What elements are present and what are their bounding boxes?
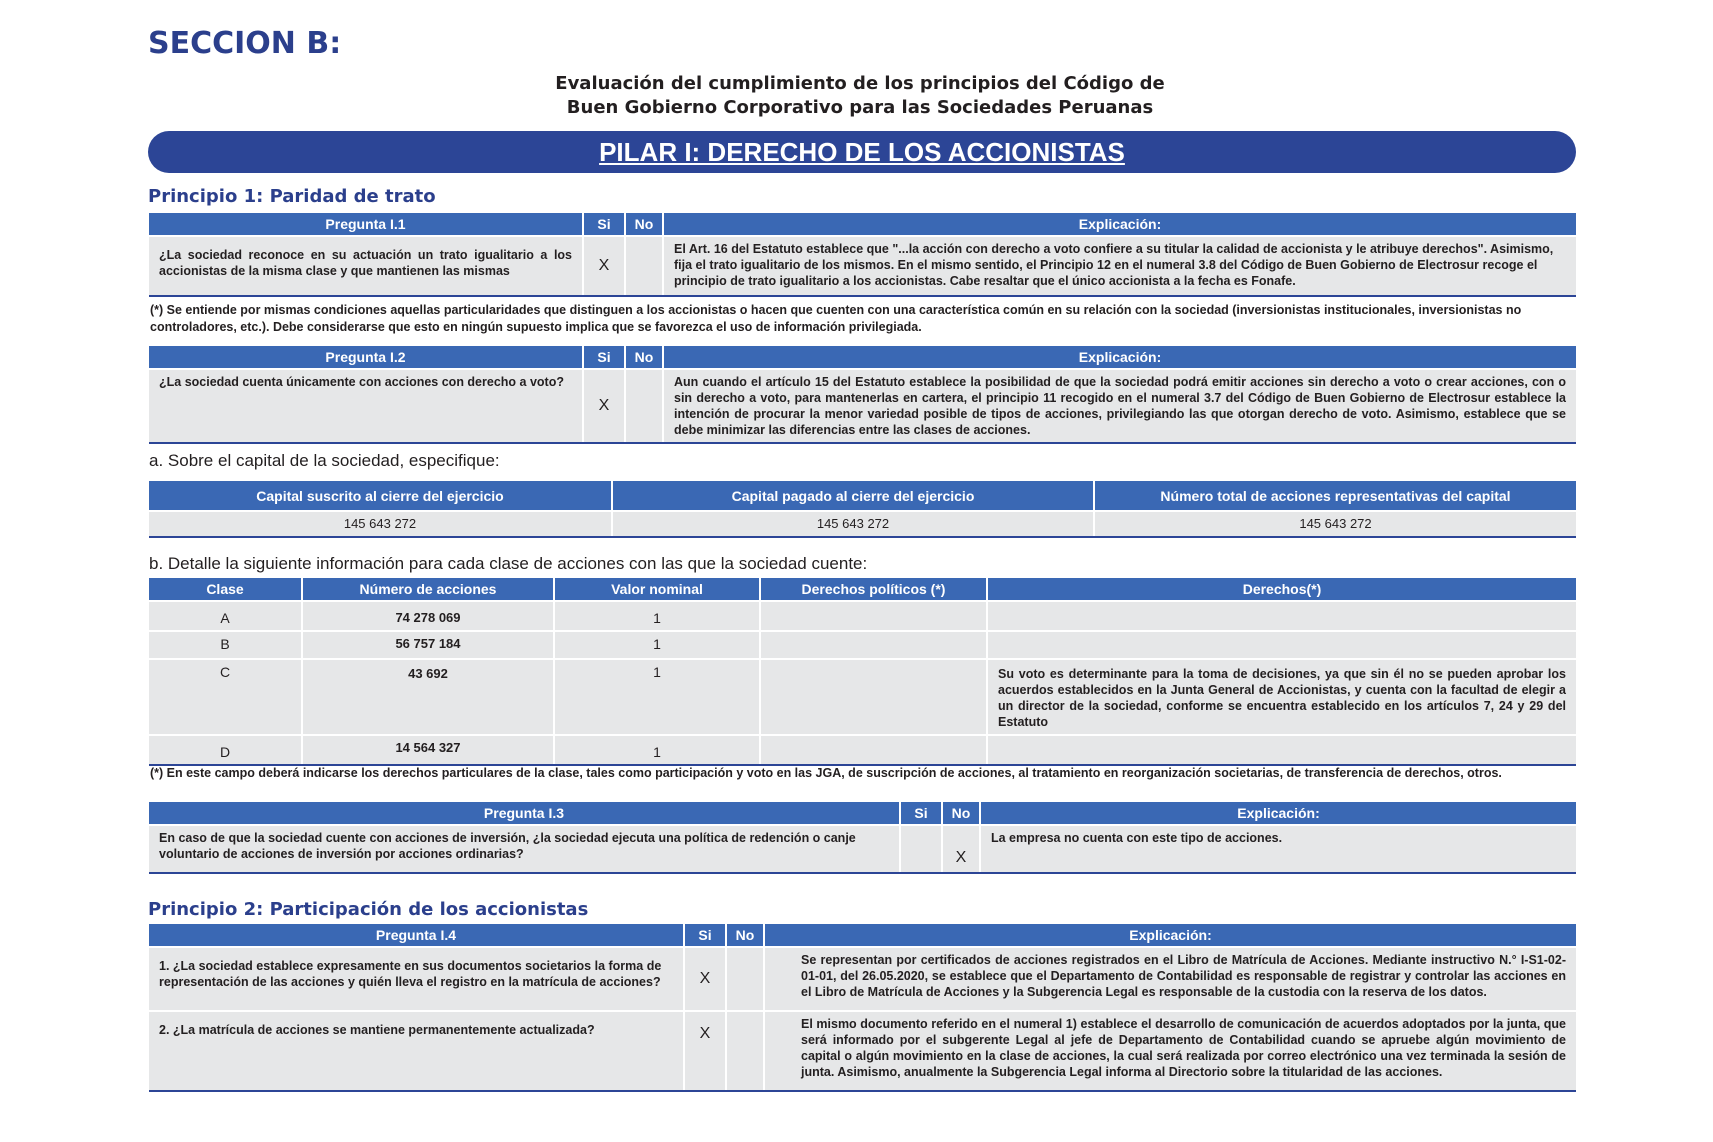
derechos-cell: Su voto es determinante para la toma de decisiones, ya que sin él no se pueden aprobar los acuerdos establecidos en la Junta General de Accionistas, y cuenta con la facultad de elegir a un director de la sociedad, conforme se encuentra establecido en los artículos 7, 24 y 29 del Estatuto [987, 659, 1576, 735]
si-header: Si [583, 213, 625, 236]
clase-cell: A [149, 601, 302, 631]
si-mark: X [583, 369, 625, 443]
table-row [149, 659, 1576, 735]
explanation-header: Explicación: [980, 802, 1576, 825]
question-text: 2. ¿La matrícula de acciones se mantiene permanentemente actualizada? [149, 1011, 684, 1091]
question-i3-table [149, 802, 1576, 874]
numero-cell: 43 692 [302, 659, 554, 735]
si-header: Si [684, 924, 726, 947]
no-mark [625, 369, 663, 443]
clase-header: Clase [149, 578, 302, 601]
question-text: ¿La sociedad reconoce en su actuación un trato igualitario a los accionistas de la misma clase y que mantienen las mismas [149, 236, 583, 296]
clases-label: b. Detalle la siguiente información para cada clase de acciones con las que la sociedad cuente: [149, 554, 868, 573]
si-mark [900, 825, 942, 873]
question-text: ¿La sociedad cuenta únicamente con acciones con derecho a voto? [149, 369, 583, 443]
clase-cell: D [149, 735, 302, 765]
si-mark: X [583, 236, 625, 296]
no-mark [726, 947, 764, 1011]
si-mark: X [684, 1011, 726, 1091]
explanation-header: Explicación: [663, 213, 1576, 236]
numero-acciones-header: Número de acciones [302, 578, 554, 601]
no-mark [726, 1011, 764, 1091]
principio-2-heading: Principio 2: Participación de los accionistas [148, 899, 589, 920]
capital-label: a. Sobre el capital de la sociedad, especifique: [149, 451, 500, 470]
clase-cell: C [149, 659, 302, 735]
total-acciones-header: Número total de acciones representativas del capital [1094, 481, 1576, 511]
table-row [149, 947, 1576, 1011]
question-i2-table [149, 346, 1576, 444]
table-row [149, 1011, 1576, 1091]
question-header: Pregunta I.1 [149, 213, 583, 236]
numero-cell: 74 278 069 [302, 601, 554, 631]
document-title [400, 72, 1320, 120]
no-header: No [625, 346, 663, 369]
derechos-cell [987, 601, 1576, 631]
valor-cell: 1 [554, 601, 760, 631]
question-text: En caso de que la sociedad cuente con acciones de inversión, ¿la sociedad ejecuta una política de redención o canje voluntario de acciones de inversión por acciones ordinarias? [149, 825, 900, 873]
derechos-cell [987, 735, 1576, 765]
question-i1-table [149, 213, 1576, 297]
total-acciones-value: 145 643 272 [1094, 511, 1576, 537]
question-header: Pregunta I.4 [149, 924, 684, 947]
explanation-header: Explicación: [663, 346, 1576, 369]
table-row [149, 735, 1576, 765]
document-title-line1: Evaluación del cumplimiento de los principios del Código de [555, 73, 1165, 94]
no-header: No [942, 802, 980, 825]
derechos-header: Derechos(*) [987, 578, 1576, 601]
derechos-cell [987, 631, 1576, 659]
politicos-cell [760, 601, 987, 631]
note-derechos: (*) En este campo deberá indicarse los derechos particulares de la clase, tales como participación y voto en las JGA, de suscripción de acciones, al tratamiento en reorganización societarias, de transferencia de derechos, otros. [150, 766, 1502, 780]
question-header: Pregunta I.3 [149, 802, 900, 825]
question-text: 1. ¿La sociedad establece expresamente en sus documentos societarios la forma de representación de las acciones y quién lleva el registro en la matrícula de acciones? [149, 947, 684, 1011]
derechos-politicos-header: Derechos políticos (*) [760, 578, 987, 601]
explanation-text: Se representan por certificados de acciones registrados en el Libro de Matrícula de Acciones. Mediante instructivo N.° I-S1-02-01-01, del 26.05.2020, se establece que el Departamento de Contabilidad es responsable de registrar y controlar las acciones en el Libro de Matrícula de Acciones y la Subgerencia Legal es responsable de la custodia con la reserva de los datos. [764, 947, 1576, 1011]
table-row [149, 601, 1576, 631]
note-condiciones: (*) Se entiende por mismas condiciones aquellas particularidades que distinguen a los accionistas o hacen que cuenten con una característica común en su relación con la sociedad (inversionistas institucionales, inversionistas no controladores, etc.). Debe considerarse que esto en ningún supuesto implica que se favorezca el uso de información privilegiada. [150, 303, 1522, 334]
valor-nominal-header: Valor nominal [554, 578, 760, 601]
politicos-cell [760, 659, 987, 735]
clases-table [149, 578, 1576, 766]
capital-suscrito-header: Capital suscrito al cierre del ejercicio [149, 481, 612, 511]
question-i4-table [149, 924, 1576, 1092]
no-mark: X [942, 825, 980, 873]
table-row [149, 631, 1576, 659]
explanation-text: El mismo documento referido en el numeral 1) establece el desarrollo de comunicación de acuerdos adoptados por la junta, que será informado por el subgerente Legal al jefe de Departamento de Contabilidad cuando se apruebe algún movimiento de capital o algún movimiento en la clase de acciones, la cual será realizada por correo electrónico una vez terminada la sesión de junta. Asimismo, anualmente la Subgerencia Legal informa al Directorio sobre la titularidad de las acciones. [764, 1011, 1576, 1091]
valor-cell: 1 [554, 735, 760, 765]
si-mark: X [684, 947, 726, 1011]
no-header: No [625, 213, 663, 236]
document-title-line2: Buen Gobierno Corporativo para las Sociedades Peruanas [566, 97, 1154, 118]
clase-cell: B [149, 631, 302, 659]
principio-1-heading: Principio 1: Paridad de trato [148, 186, 436, 207]
si-header: Si [900, 802, 942, 825]
no-header: No [726, 924, 764, 947]
politicos-cell [760, 735, 987, 765]
pilar-banner: PILAR I: DERECHO DE LOS ACCIONISTAS [148, 131, 1576, 173]
capital-table [149, 481, 1576, 538]
capital-pagado-header: Capital pagado al cierre del ejercicio [612, 481, 1094, 511]
question-header: Pregunta I.2 [149, 346, 583, 369]
valor-cell: 1 [554, 659, 760, 735]
no-mark [625, 236, 663, 296]
capital-pagado-value: 145 643 272 [612, 511, 1094, 537]
explanation-text: El Art. 16 del Estatuto establece que "...la acción con derecho a voto confiere a su titular la calidad de accionista y le atribuye derechos". Asimismo, fija el trato igualitario de los mismos. En el mismo sentido, el Principio 12 en el numeral 3.8 del Código de Buen Gobierno de Electrosur recoge el principio de trato igualitario a los accionistas. Cabe resaltar que el único accionista a la fecha es Fonafe. [663, 236, 1576, 296]
explanation-header: Explicación: [764, 924, 1576, 947]
valor-cell: 1 [554, 631, 760, 659]
politicos-cell [760, 631, 987, 659]
explanation-text: Aun cuando el artículo 15 del Estatuto establece la posibilidad de que la sociedad podrá emitir acciones sin derecho a voto o crear acciones, con o sin derecho a voto, para mantenerlas en cartera, el principio 11 recogido en el numeral 3.7 del Código de Buen Gobierno de Electrosur establece la intención de procurar la menor variedad posible de tipos de acciones, privilegiando las que otorgan derecho de voto. Asimismo, establece que se debe minimizar las diferencias entre las clases de acciones. [663, 369, 1576, 443]
section-title: SECCION B: [148, 26, 342, 61]
si-header: Si [583, 346, 625, 369]
capital-suscrito-value: 145 643 272 [149, 511, 612, 537]
explanation-text: La empresa no cuenta con este tipo de acciones. [980, 825, 1576, 873]
numero-cell: 14 564 327 [302, 735, 554, 765]
numero-cell: 56 757 184 [302, 631, 554, 659]
